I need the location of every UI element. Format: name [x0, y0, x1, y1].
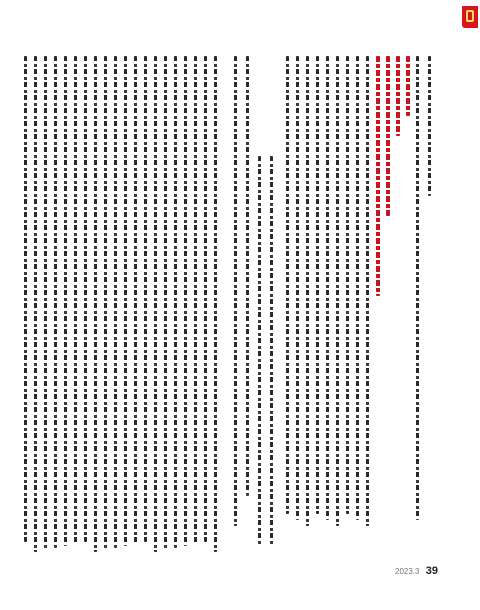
red-heading-column — [386, 56, 390, 216]
text-column — [64, 56, 67, 546]
text-column — [104, 56, 107, 550]
text-column — [326, 56, 329, 520]
text-column — [204, 56, 207, 542]
page-number: 39 — [425, 565, 438, 577]
text-column — [74, 56, 77, 544]
red-heading-column — [396, 56, 400, 136]
page-footer — [395, 565, 438, 577]
text-column — [336, 56, 339, 526]
issue-label: 2023.3 — [395, 567, 420, 576]
section-badge — [462, 6, 478, 28]
text-column — [286, 56, 289, 514]
text-column — [428, 56, 431, 196]
text-column — [114, 56, 117, 548]
text-column — [154, 56, 157, 552]
red-heading-column — [406, 56, 410, 116]
text-column — [234, 56, 237, 526]
vertical-text-body — [24, 56, 442, 554]
text-column — [270, 156, 273, 546]
text-column — [214, 56, 217, 552]
text-column — [54, 56, 57, 548]
text-column — [194, 56, 197, 544]
text-column — [34, 56, 37, 552]
text-column — [174, 56, 177, 548]
text-column — [416, 56, 419, 520]
text-column — [316, 56, 319, 514]
book-icon — [466, 10, 474, 22]
text-column — [306, 56, 309, 526]
text-column — [134, 56, 137, 544]
text-column — [366, 56, 369, 526]
text-column — [24, 56, 27, 542]
text-column — [184, 56, 187, 546]
text-column — [84, 56, 87, 542]
text-column — [144, 56, 147, 542]
text-column — [258, 156, 261, 546]
text-column — [124, 56, 127, 546]
text-column — [246, 56, 249, 496]
text-column — [44, 56, 47, 550]
text-column — [164, 56, 167, 550]
text-column — [346, 56, 349, 514]
text-column — [296, 56, 299, 520]
text-column — [356, 56, 359, 520]
text-column — [94, 56, 97, 552]
red-heading-column — [376, 56, 380, 296]
